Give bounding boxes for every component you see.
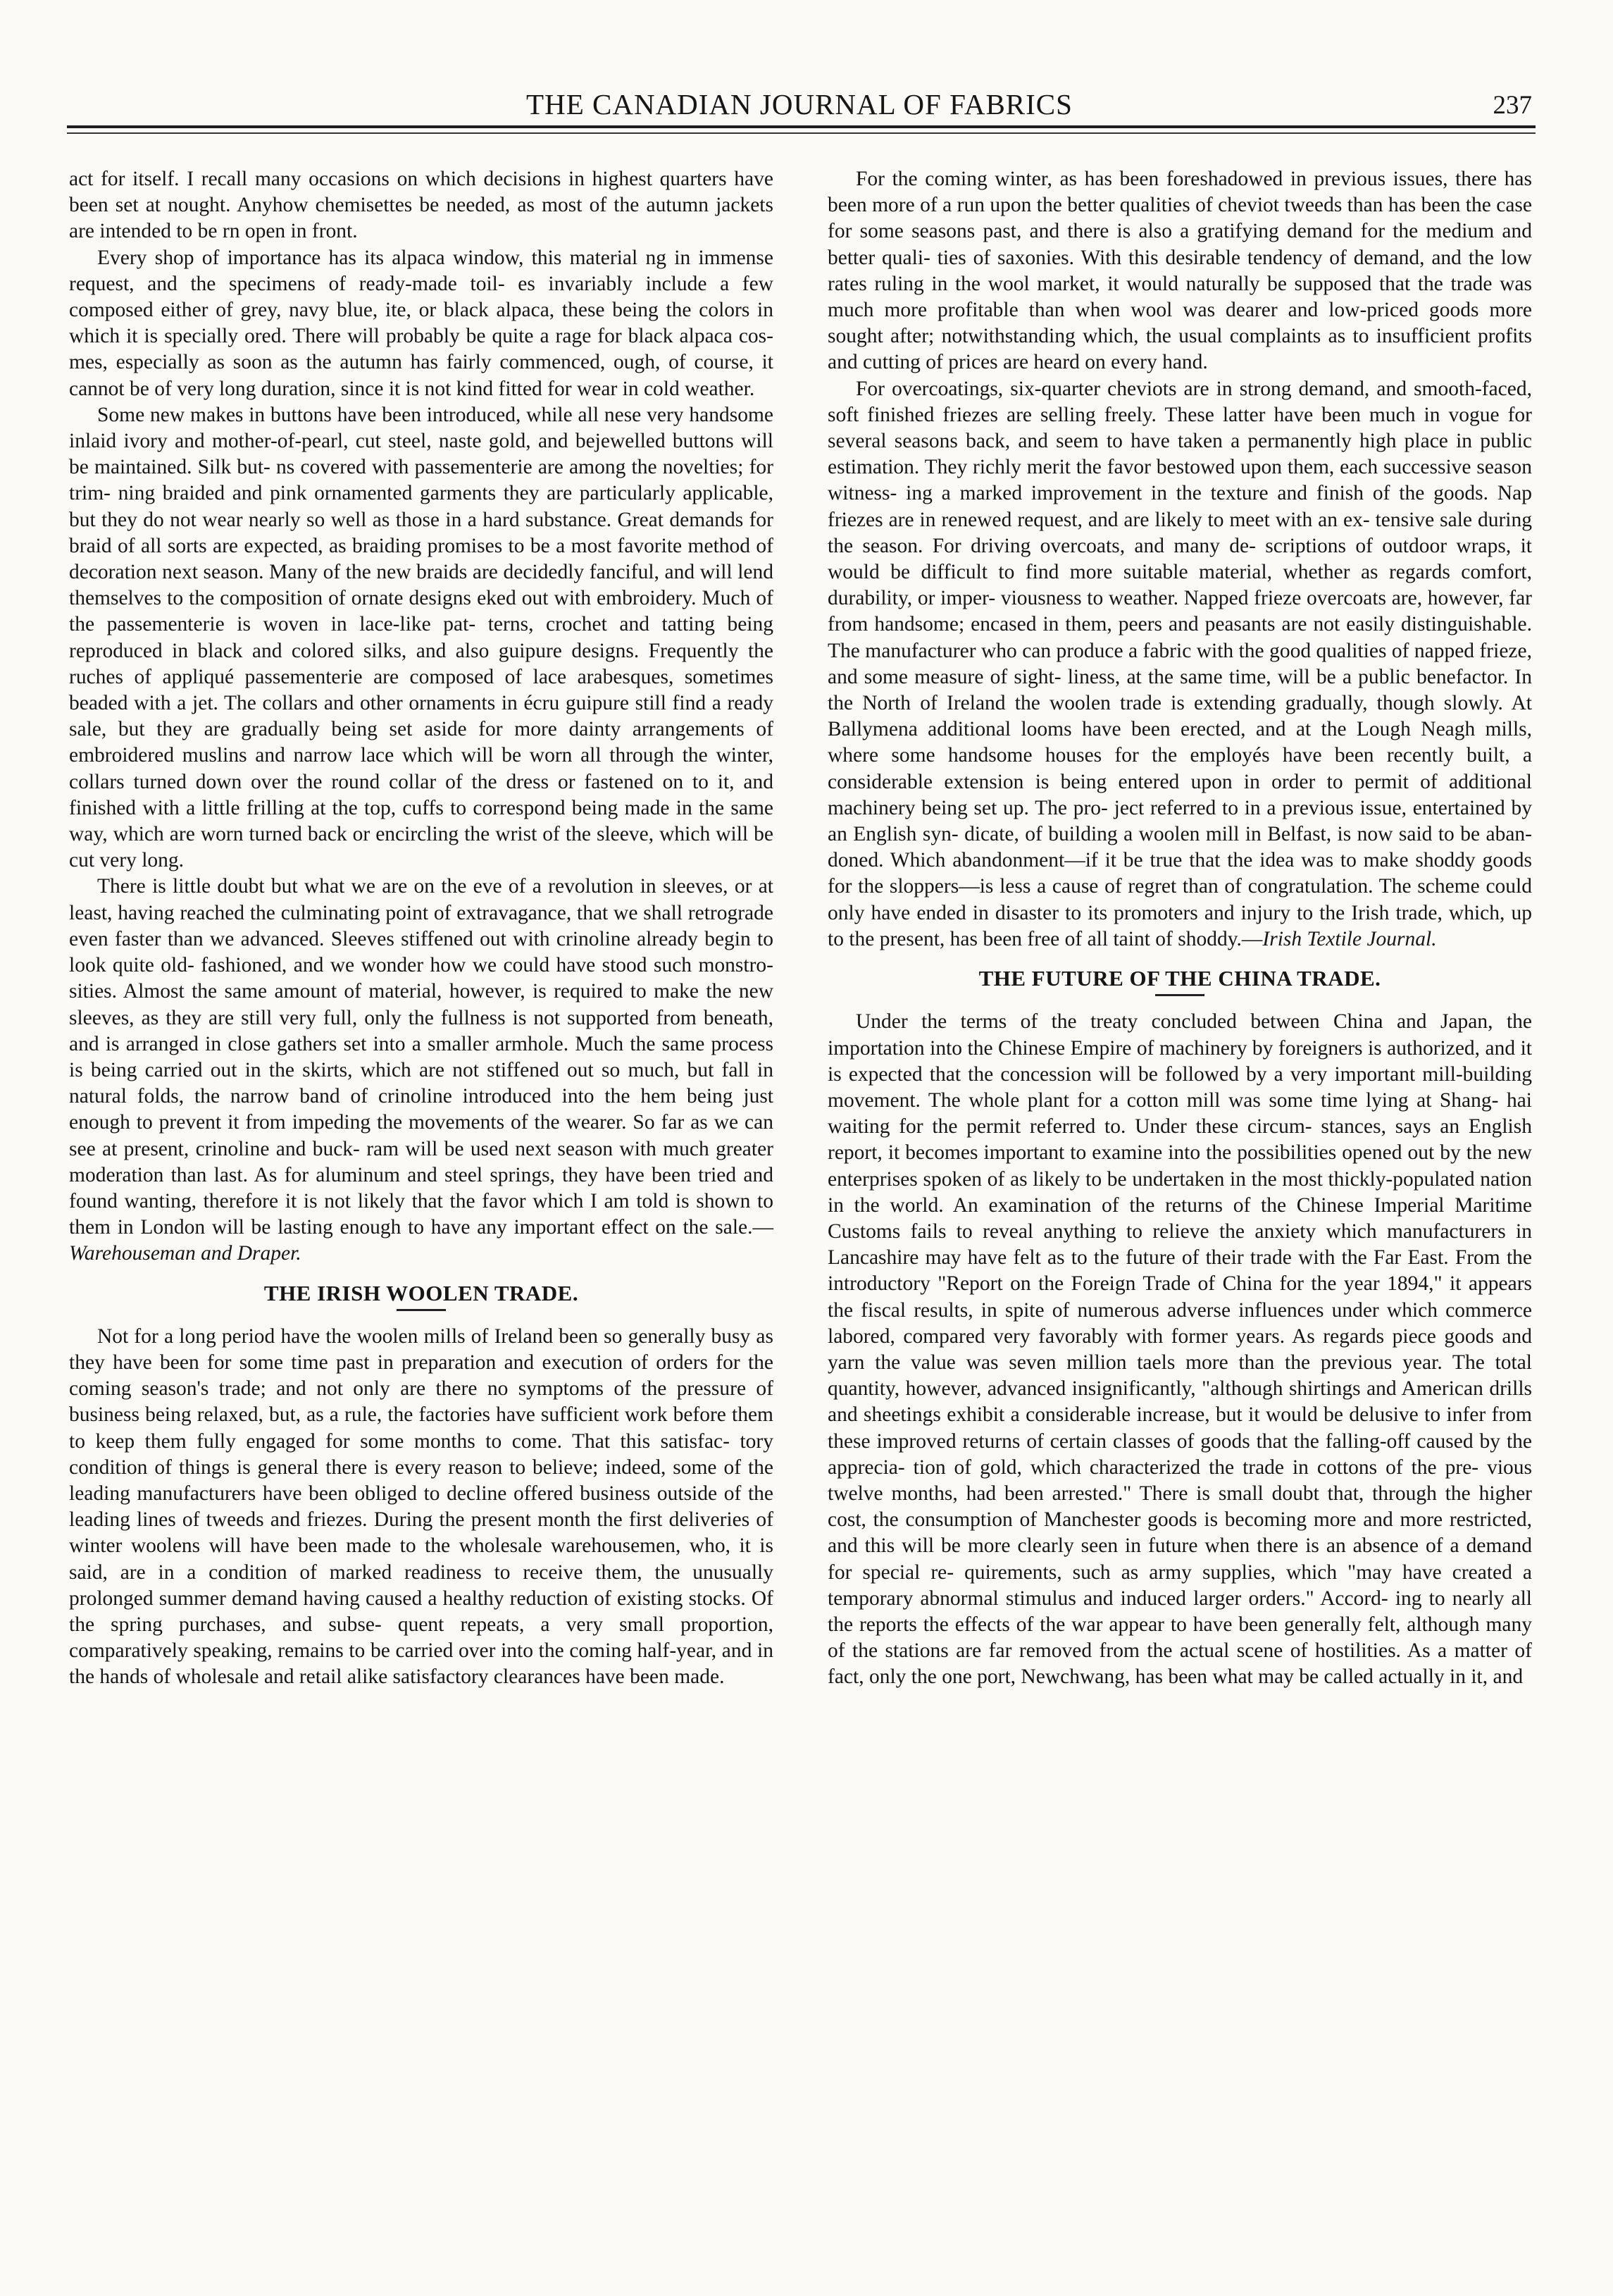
header-rule: [67, 125, 1536, 128]
paragraph: [828, 376, 1532, 952]
left-column: [69, 166, 773, 1691]
source-citation: Warehouseman and Draper.: [69, 1242, 301, 1265]
journal-title: THE CANADIAN JOURNAL OF FABRICS: [526, 88, 1073, 120]
paragraph: [69, 874, 773, 1267]
source-citation: Irish Textile Journal.: [1262, 927, 1437, 950]
paragraph: Not for a long period have the woolen mills of Ireland been so generally busy as they have been for some time past in preparation and execution of orders for the coming season's trade; and not only are there no symptoms of the pressure of business being relaxed, but, as a rule, the factories have sufficient work before them to keep them fully engaged for some months to come. That this satisfac- tory condition of things is general there is every reason to believe; indeed, some of the leading manufacturers have been obliged to decline offered business outside of the leading lines of tweeds and friezes. During the present month the first deliveries of winter woolens will have been made to the wholesale warehousemen, who, it is said, are in a condition of marked readiness to receive them, the unusually prolonged summer demand having caused a healthy reduction of existing stocks. Of the spring purchases, and subse- quent repeats, a very small proportion, comparatively speaking, remains to be carried over into the coming half-year, and in the hands of wholesale and retail alike satisfactory clearances have been made.: [69, 1324, 773, 1689]
paragraph-text: There is little doubt but what we are on the eve of a revolution in sleeves, or at least, having reached the culminating point of extravagance, that we shall retrograde even faster than we advanced. Sleeves stiffened out with crinoline already begin to look quite old- fashioned, and we wonder how we could have stood such monstro- sities. Almost the same amount of material, however, is required to make the new sleeves, as they are still very full, only the fullness is not supported from beneath, and is arranged in close gathers set into a smaller armhole. Much the same process is being carried out in the skirts, which are not stiffened out so much, but fall in natural folds, the narrow band of crinoline introduced into the hem being just enough to prevent it from impeding the movements of the wearer. So far as we can see at present, crinoline and buck- ram will be used next season with much greater moderation than last. As for aluminum and steel springs, they have been tried and found wanting, therefore it is not likely that the favor which I am told is shown to them in London will be lasting enough to have any important effect on the sale.—: [69, 875, 773, 1239]
paragraph: Every shop of importance has its alpaca window, this material ng in immense request, and the specimens of ready-made toil- es invariably include a few composed either of grey, navy blue, ite, or black alpaca, these being the colors in which it is specially ored. There will probably be quite a rage for black alpaca cos- mes, especially as soon as the autumn has fairly commenced, ough, of course, it cannot be of very long duration, since it is not kind fitted for wear in cold weather.: [69, 246, 773, 400]
article-heading: THE IRISH WOOLEN TRADE.: [263, 1280, 579, 1305]
paragraph-text: For overcoatings, six-quarter cheviots are in strong demand, and smooth-faced, soft finished friezes are selling freely. These latter have been much in vogue for several seasons back, and seem to have taken a permanently high place in public estimation. They richly merit the favor bestowed upon them, each successive season witness- ing a marked improvement in the texture and finish of the goods. Nap friezes are in renewed request, and are likely to meet with an ex- tensive sale during the season. For driving overcoats, and many de- scriptions of outdoor wraps, it would be difficult to find more suitable material, whether as regards comfort, durability, or imper- viousness to weather. Napped frieze overcoats are, however, far from handsome; encased in them, peers and peasants are not easily distinguishable. The manufacturer who can produce a fabric with the good qualities of napped frieze, and some measure of sight- liness, at the same time, will be a public benefactor. In the North of Ireland the woolen trade is extending gradually, though slowly. At Ballymena additional looms have been erected, and at the Lough Neagh mills, where some handsome houses for the employés have been recently built, a considerable extension is being entered upon in order to permit of additional machinery being set up. The pro- ject referred to in a previous issue, entertained by an English syn- dicate, of building a woolen mill in Belfast, is now said to be aban- doned. Which abandonment—if it be true that the idea was to make shoddy goods for the sloppers—is less a cause of regret than of congratulation. The scheme could only have ended in disaster to its promoters and injury to the Irish trade, which, up to the present, has been free of all taint of shoddy.—: [828, 377, 1532, 950]
paragraph: Under the terms of the treaty concluded between China and Japan, the importation into the Chinese Empire of machinery by foreigners is authorized, and it is expected that the concession will be followed by a very important mill-building movement. The whole plant for a cotton mill was some time lying at Shang- hai waiting for the permit referred to. Under these circum- stances, says an English report, it becomes important to examine into the possibilities opened out by the new enterprises spoken of as likely to be undertaken in the most thickly-populated nation in the world. An examination of the returns of the Chinese Imperial Maritime Customs fails to reveal anything to relieve the anxiety which manufacturers in Lancashire may have felt as to the future of their trade with the Far East. From the introductory "Report on the Foreign Trade of China for the year 1894," it appears the fiscal results, in spite of numerous adverse influences under which commerce labored, compared very favorably with former years. As regards piece goods and yarn the value was seven million taels more than the previous year. The total quantity, however, advanced insignificantly, "although shirtings and American drills and sheetings exhibit a considerable increase, but it would be delusive to infer from these improved returns of certain classes of goods that the falling-off caused by the apprecia- tion of gold, which characterized the trade in cottons of the pre- vious twelve months, had been arrested." There is small doubt that, through the higher cost, the consumption of Manchester goods is becoming more and more restricted, and this will be more clearly seen in future when there is an absence of a demand for special re- quirements, such as army supplies, which "may have created a temporary abnormal stimulus and induced larger orders." Accord- ing to nearly all the reports the effects of the war appear to have been generally felt, although many of the stations are far removed from the actual scene of hostilities. As a matter of fact, only the one port, Newchwang, has been what may be called actually in it, and: [828, 1010, 1532, 1689]
header-rule-thin: [67, 132, 1536, 134]
right-column: [828, 166, 1532, 1691]
page-header: [67, 77, 1532, 127]
paragraph: act for itself. I recall many occasions on which decisions in highest quarters have been set at nought. Anyhow chemisettes be needed, as most of the autumn jackets are intended to be rn open in front.: [69, 168, 773, 243]
article-heading: THE FUTURE OF THE CHINA TRADE.: [978, 966, 1381, 991]
heading-rule: [1155, 994, 1204, 996]
page-number: 237: [1493, 91, 1532, 120]
paragraph: Some new makes in buttons have been introduced, while all nese very handsome inlaid ivory and mother-of-pearl, cut steel, naste gold, and bejewelled buttons will be maintained. Silk but- ns covered with passementerie are among the novelties; for trim- ning braided and pink ornamented garments they are particularly applicable, but they do not wear nearly so well as those in a hard substance. Great demands for braid of all sorts are expected, as braiding promises to be a most favorite method of decoration next season. Many of the new braids are decidedly fanciful, and will lend themselves to the composition of ornate designs eked out with embroidery. Much of the passementerie is woven in lace-like pat- terns, crochet and tatting being reproduced in black and colored silks, and also guipure designs. Frequently the ruches of appliqué passementerie are composed of lace arabesques, sometimes beaded with a jet. The collars and other ornaments in écru guipure still find a ready sale, but they are gradually being set aside for more dainty arrangements of embroidered muslins and narrow lace which will be worn all through the winter, collars turned down over the round collar of the dress or fastened on to it, and finished with a little frilling at the top, cuffs to correspond being made in the same way, which are worn turned back or encircling the wrist of the sleeve, which will be cut very long.: [69, 403, 773, 872]
heading-rule: [397, 1309, 446, 1311]
paragraph: For the coming winter, as has been foreshadowed in previous issues, there has been more of a run upon the better qualities of cheviot tweeds than has been the case for some seasons past, and there is also a gratifying demand for the medium and better quali- ties of saxonies. With this desirable tendency of demand, and the low rates ruling in the wool market, it would naturally be supposed that the trade was much more profitable than when wool was dearer and low-priced goods more sought after; notwithstanding which, the usual complaints as to insufficient profits and cutting of prices are heard on every hand.: [828, 168, 1532, 374]
